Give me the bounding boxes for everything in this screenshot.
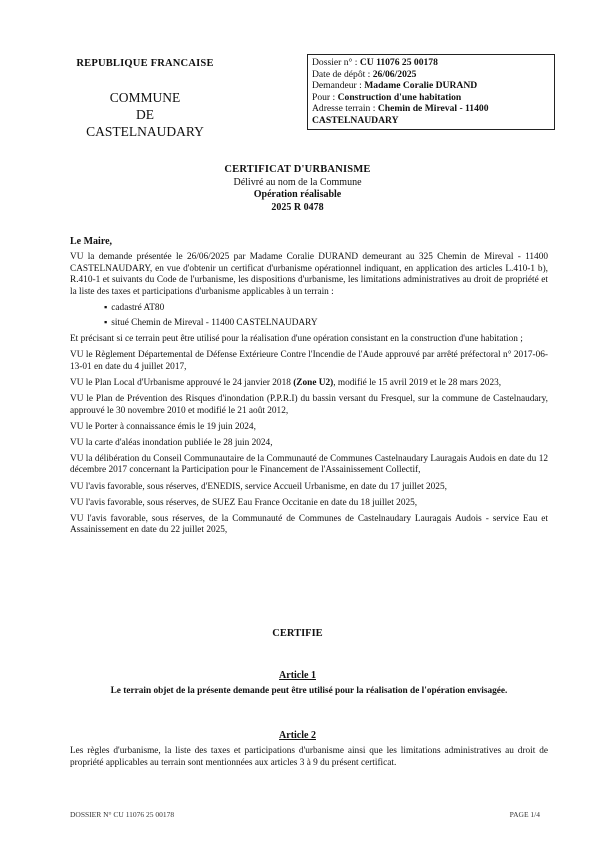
vu-item — [70, 454, 548, 477]
vu-item — [70, 394, 548, 417]
dossier-info-box — [307, 54, 555, 130]
adresse-terrain-2: CASTELNAUDARY — [312, 114, 399, 126]
vu-demande: VU la demande présentée le 26/06/2025 par Madame Coralie DURAND demeurant au 325 Chemin de Mireval - 11400 CASTELNAUDARY, en vue d'obtenir un certificat d'urbanisme opérationnel indiquant, en application des articles L.410-1 b), R.410-1 et suivants du Code de l'urbanisme, les dispositions d'urbanisme, les limitations administratives au droit de propriété et la liste des taxes et participations d'urbanisme applicables à un terrain : — [70, 252, 548, 297]
dossier-number — [312, 57, 550, 69]
article-1-title: Article 1 — [279, 670, 316, 681]
adresse-value: Chemin de Mireval - 11400 — [377, 103, 489, 115]
demandeur-value: Madame Coralie DURAND — [364, 80, 478, 92]
bullet-situe: ▪ situé Chemin de Mireval - 11400 CASTELNAUDARY — [70, 318, 548, 330]
vu-item — [70, 422, 548, 434]
depot-date-value: 26/06/2025 — [372, 68, 417, 80]
footer-page: PAGE 1/4 — [509, 810, 540, 819]
dossier-number-value: CU 11076 25 00178 — [359, 57, 438, 68]
commune-line-2: DE — [136, 107, 154, 122]
pour — [312, 92, 550, 104]
demandeur — [312, 80, 550, 92]
republique-title: REPUBLIQUE FRANCAISE — [76, 58, 214, 69]
reference-line: 2025 R 0478 — [271, 201, 324, 213]
vu-item-text-end: , modifié le 15 avril 2019 et le 28 mars 2023, — [333, 377, 502, 388]
vu-list — [70, 350, 548, 537]
vu-item-text: VU le Porter à connaissance émis le 19 juin 2024, — [70, 421, 256, 432]
vu-item — [70, 378, 548, 390]
operation-line: Opération réalisable — [253, 189, 342, 200]
header-republique-block — [60, 58, 230, 140]
pour-label: Pour : — [312, 91, 338, 103]
vu-item-text: VU le Règlement Départemental de Défense Extérieure Contre l'Incendie de l'Aude approuvé par arrêté préfectoral n° 2017-06-13-01 en date du 4 juillet 2017, — [70, 350, 548, 372]
commune-line-1: COMMUNE — [109, 90, 181, 105]
vu-item-bold: (Zone U2) — [293, 377, 334, 388]
visa-section — [70, 252, 548, 541]
delivre-line: Délivré au nom de la Commune — [233, 176, 362, 188]
adresse-label: Adresse terrain : — [312, 103, 378, 115]
article-2-text: Les règles d'urbanisme, la liste des taxes et participations d'urbanisme ainsi que les limitations administratives au droit de propriété applicables au terrain sont mentionnées aux articles 3 à 9 du présent certificat. — [70, 746, 548, 768]
title-block — [0, 164, 595, 214]
bullet-cadastre: ▪ cadastré AT80 — [70, 303, 548, 315]
vu-item — [70, 438, 548, 450]
vu-item-text: VU la carte d'aléas inondation publiée le 28 juin 2024, — [70, 437, 273, 448]
certificat-title: CERTIFICAT D'URBANISME — [224, 164, 371, 175]
vu-item — [70, 514, 548, 537]
dossier-number-label: Dossier n° : — [312, 57, 360, 68]
article-1-text: Le terrain objet de la présente demande peut être utilisé pour la réalisation de l'opération envisagée. — [110, 686, 508, 696]
depot-date-label: Date de dépôt : — [312, 68, 373, 80]
certifie-heading: CERTIFIE — [272, 628, 323, 639]
vu-item — [70, 482, 548, 494]
le-maire: Le Maire, — [70, 236, 113, 247]
demandeur-label: Demandeur : — [312, 80, 365, 92]
pour-value: Construction d'une habitation — [337, 91, 462, 103]
vu-item-text: VU l'avis favorable, sous réserves, de la Communauté de Communes de Castelnaudary Lauragais Audois - service Eau et Assainissement en date du 22 juillet 2025, — [70, 513, 548, 536]
vu-item-text: VU la délibération du Conseil Communautaire de la Communauté de Communes Castelnaudary Lauragais Audois en date du 12 décembre 2017 concernant la Participation pour le Financement de l'Assainissement Collectif, — [70, 453, 548, 476]
vu-item-text: VU le Plan Local d'Urbanisme approuvé le 24 janvier 2018 — [70, 377, 294, 388]
commune-name — [60, 89, 230, 140]
commune-line-3: CASTELNAUDARY — [86, 124, 204, 139]
vu-item-text: VU le Plan de Prévention des Risques d'inondation (P.P.R.I) du bassin versant du Fresquel, sur la commune de Castelnaudary, approuvé le 30 novembre 2010 et modifié le 21 août 2012, — [70, 393, 548, 416]
article-2-title: Article 2 — [279, 730, 316, 741]
vu-item-text: VU l'avis favorable, sous réserves, d'ENEDIS, service Accueil Urbanisme, en date du 17 juillet 2025, — [70, 481, 447, 492]
footer-dossier: DOSSIER N° CU 11076 25 00178 — [70, 810, 175, 819]
vu-item — [70, 350, 548, 373]
precisant: Et précisant si ce terrain peut être utilisé pour la réalisation d'une opération consistant en la construction d'une habitation ; — [70, 334, 523, 345]
vu-item-text: VU l'avis favorable, sous réserves, de SUEZ Eau France Occitanie en date du 18 juillet 2025, — [70, 497, 418, 508]
adresse-terrain — [312, 103, 550, 115]
depot-date — [312, 69, 550, 81]
vu-item — [70, 498, 548, 510]
